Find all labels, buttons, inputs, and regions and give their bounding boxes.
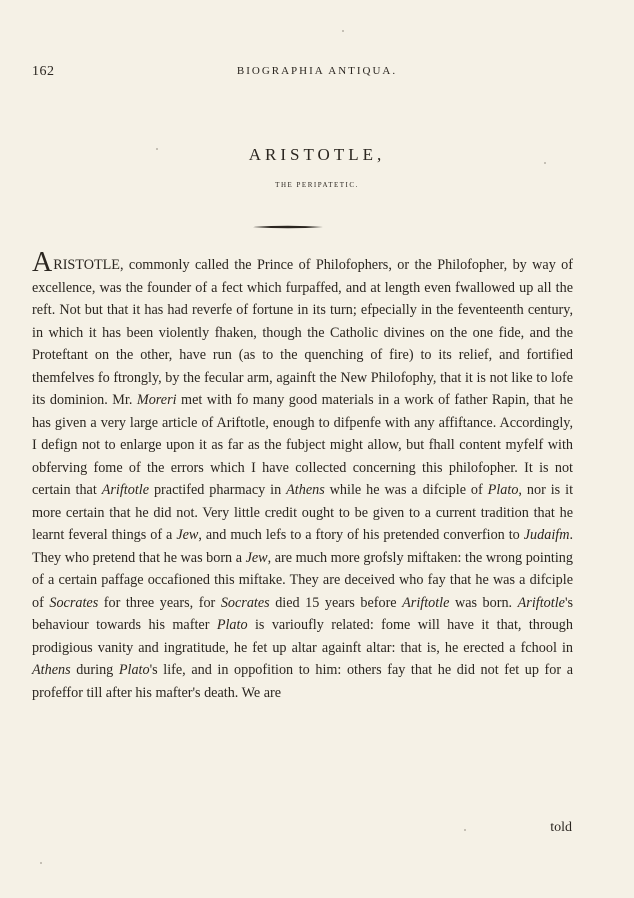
paper-speck (544, 162, 546, 164)
text-run: was born. (449, 594, 518, 611)
italic-run: Socrates (49, 594, 99, 611)
catchword: told (550, 820, 572, 835)
paper-speck (464, 829, 466, 831)
text-run: for three years, for (98, 594, 221, 611)
text-run: , and much lefs to a ftory of his pretended converfion to (198, 527, 524, 543)
ornamental-rule (253, 225, 323, 229)
italic-run: Athens (32, 662, 71, 678)
text-run: 's life, and in oppofition to him: others fay that he did not fet up for a profeffor till after his mafter's death. We are (32, 662, 573, 701)
italic-run: Jew (245, 549, 268, 566)
paper-speck (342, 30, 344, 32)
italic-run: Moreri (136, 392, 177, 408)
text-run: . They who pretend that he was born a (32, 527, 573, 566)
text-run: RISTOTLE, commonly called the Prince of Philofophers, or the Philofopher, by way of excellence, was the founder of a fect which furpaffed, and at length even fwallowed up all the reft. Not but that it has had reverfe of fortune in its turn; efpecially in the feventeenth century, in which it has been violently fhaken, though the Catholic divines on the one fide, and the Proteftant on the other, have run (as to the quenching of fire) to its relief, and fortified themfelves fo ftrongly, by the fecular arm, againft the New Philofophy, that it is not like to lofe its dominion. Mr. (32, 257, 573, 408)
italic-run: Athens (286, 482, 325, 498)
running-title: BIOGRAPHIA ANTIQUA. (236, 65, 398, 77)
text-run: , are much more grofsly miftaken: the wrong pointing of a certain paffage occafioned this miftake. They are deceived who fay that he was a difciple of (32, 549, 573, 611)
drop-cap: A (32, 247, 53, 278)
body-text (32, 247, 574, 704)
italic-run: Plato (118, 662, 150, 678)
italic-run: Ariftotle (517, 594, 565, 611)
italic-run: Plato (216, 617, 248, 633)
text-run: died 15 years before (269, 594, 403, 611)
text-run: , nor is it more certain that he did not. Very little credit ought to be given to a current tradition that he learnt feveral things of a (32, 482, 574, 543)
body-runs (32, 257, 573, 701)
paper-speck (40, 862, 42, 864)
page-number: 162 (32, 64, 55, 79)
italic-run: Jew (176, 527, 199, 543)
italic-run: Ariftotle (101, 482, 150, 498)
chapter-title: ARISTOTLE, (248, 145, 386, 164)
italic-run: Socrates (220, 594, 270, 611)
running-head (32, 64, 602, 84)
text-run: practifed pharmacy in (149, 482, 287, 498)
text-run: during (70, 662, 119, 678)
text-run: met with fo many good materials in a work of father Rapin, that he has given a very large article of Ariftotle, enough to difpenfe with any affiftance. Accordingly, I defign not to enlarge upon it as far as the fubject might allow, but fhall content myfelf with obferving fome of the errors which I have collected concerning this philofopher. It is not certain that (32, 392, 573, 498)
italic-run: Plato (487, 482, 519, 498)
body-paragraph (32, 247, 574, 704)
italic-run: Judaifm (523, 527, 570, 543)
text-run: 's behaviour towards his mafter (32, 594, 574, 633)
chapter-subtitle: THE PERIPATETIC. (275, 181, 359, 189)
italic-run: Ariftotle (402, 594, 450, 611)
text-run: while he was a difciple of (324, 482, 488, 498)
paper-speck (156, 148, 158, 150)
text-run: is varioufly related: fome will have it that, through prodigious vanity and ingratitude, he fet up altar againft altar: that is, he erected a fchool in (32, 617, 573, 656)
